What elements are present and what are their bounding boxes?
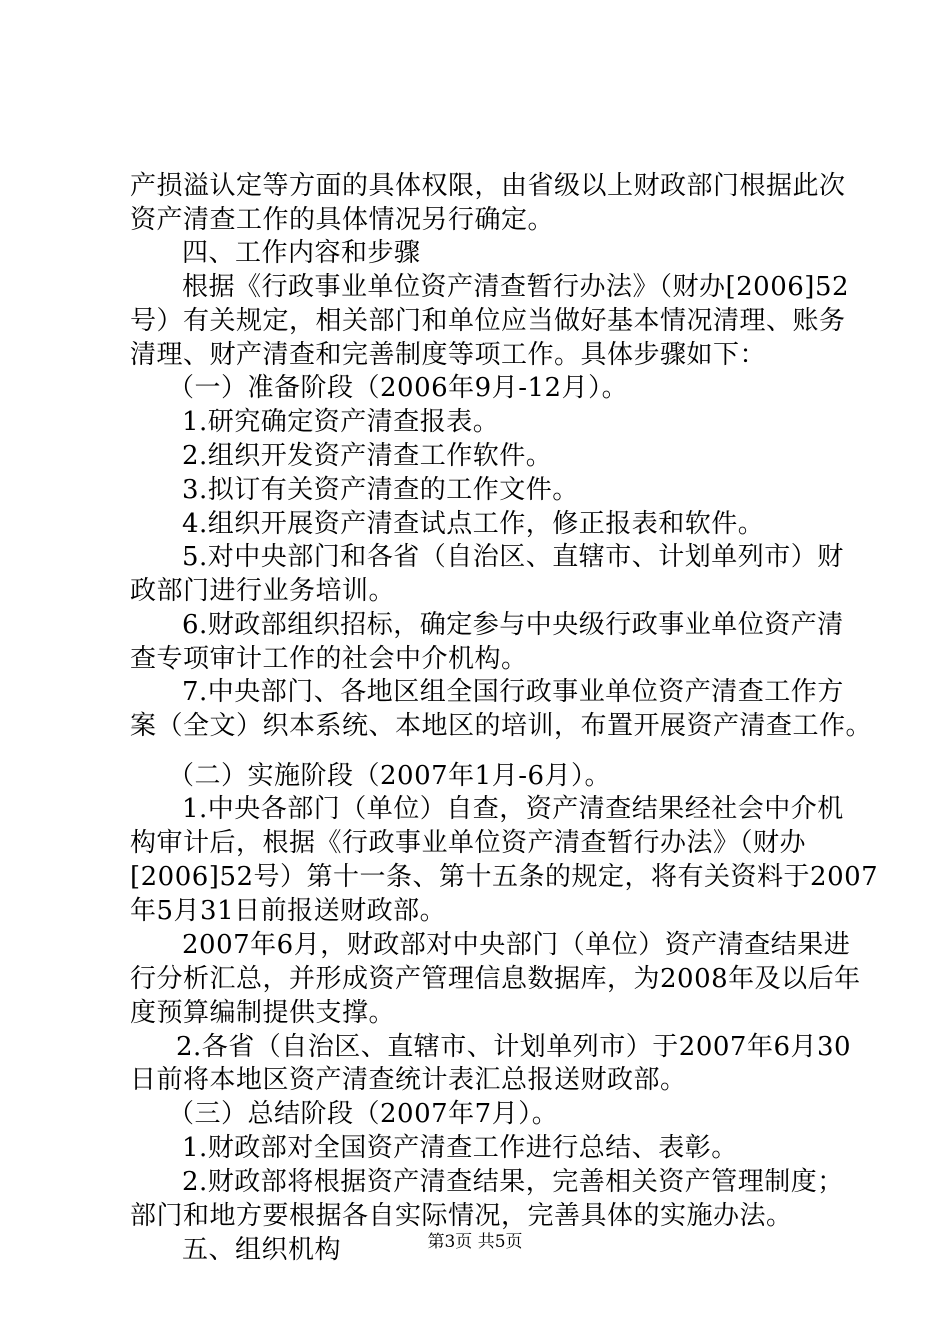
body-line: 产损溢认定等方面的具体权限，由省级以上财政部门根据此次 <box>130 171 846 201</box>
list-item-continued: 案（全文）织本系统、本地区的培训，布置开展资产清查工作。 <box>130 711 873 741</box>
list-item-continued: [2006]52号）第十一条、第十五条的规定，将有关资料于2007 <box>130 862 879 892</box>
list-item: 1.财政部对全国资产清查工作进行总结、表彰。 <box>182 1133 738 1163</box>
page-number-footer: 第3页 共5页 <box>427 1232 523 1252</box>
list-item: 7.中央部门、各地区组全国行政事业单位资产清查工作方 <box>182 677 844 707</box>
list-item: 1.研究确定资产清查报表。 <box>182 407 500 437</box>
body-line: 清理、财产清查和完善制度等项工作。具体步骤如下： <box>130 340 767 370</box>
list-item: 6.财政部组织招标，确定参与中央级行政事业单位资产清 <box>182 610 844 640</box>
body-line: 资产清查工作的具体情况另行确定。 <box>130 205 555 235</box>
list-item-continued: 查专项审计工作的社会中介机构。 <box>130 644 528 674</box>
list-item: 2.各省（自治区、直辖市、计划单列市）于2007年6月30 <box>176 1032 852 1062</box>
body-line: 行分析汇总，并形成资产管理信息数据库，为2008年及以后年 <box>130 964 861 994</box>
list-item-continued: 构审计后，根据《行政事业单位资产清查暂行办法》（财办 <box>130 828 807 858</box>
list-item-continued: 日前将本地区资产清查统计表汇总报送财政部。 <box>130 1065 687 1095</box>
list-item-continued: 政部门进行业务培训。 <box>130 576 396 606</box>
body-line: 根据《行政事业单位资产清查暂行办法》（财办[2006]52 <box>182 272 850 302</box>
subsection-heading: （一）准备阶段（2006年9月-12月）。 <box>168 373 629 403</box>
list-item-continued: 部门和地方要根据各自实际情况，完善具体的实施办法。 <box>130 1201 793 1231</box>
list-item: 4.组织开展资产清查试点工作，修正报表和软件。 <box>182 509 765 539</box>
list-item: 3.拟订有关资产清查的工作文件。 <box>182 475 579 505</box>
list-item: 2.组织开发资产清查工作软件。 <box>182 441 553 471</box>
list-item-continued: 年5月31日前报送财政部。 <box>130 896 447 926</box>
body-line: 度预算编制提供支撑。 <box>130 998 396 1028</box>
section-heading: 五、组织机构 <box>182 1235 342 1265</box>
list-item: 2.财政部将根据资产清查结果，完善相关资产管理制度； <box>182 1167 844 1197</box>
body-line: 2007年6月，财政部对中央部门（单位）资产清查结果进 <box>182 930 851 960</box>
subsection-heading: （二）实施阶段（2007年1月-6月）。 <box>168 761 612 791</box>
subsection-heading: （三）总结阶段（2007年7月）。 <box>168 1099 559 1129</box>
section-heading: 四、工作内容和步骤 <box>182 238 421 268</box>
body-line: 号）有关规定，相关部门和单位应当做好基本情况清理、账务 <box>130 306 846 336</box>
list-item: 1.中央各部门（单位）自查，资产清查结果经社会中介机 <box>182 794 844 824</box>
list-item: 5.对中央部门和各省（自治区、直辖市、计划单列市）财 <box>182 542 844 572</box>
